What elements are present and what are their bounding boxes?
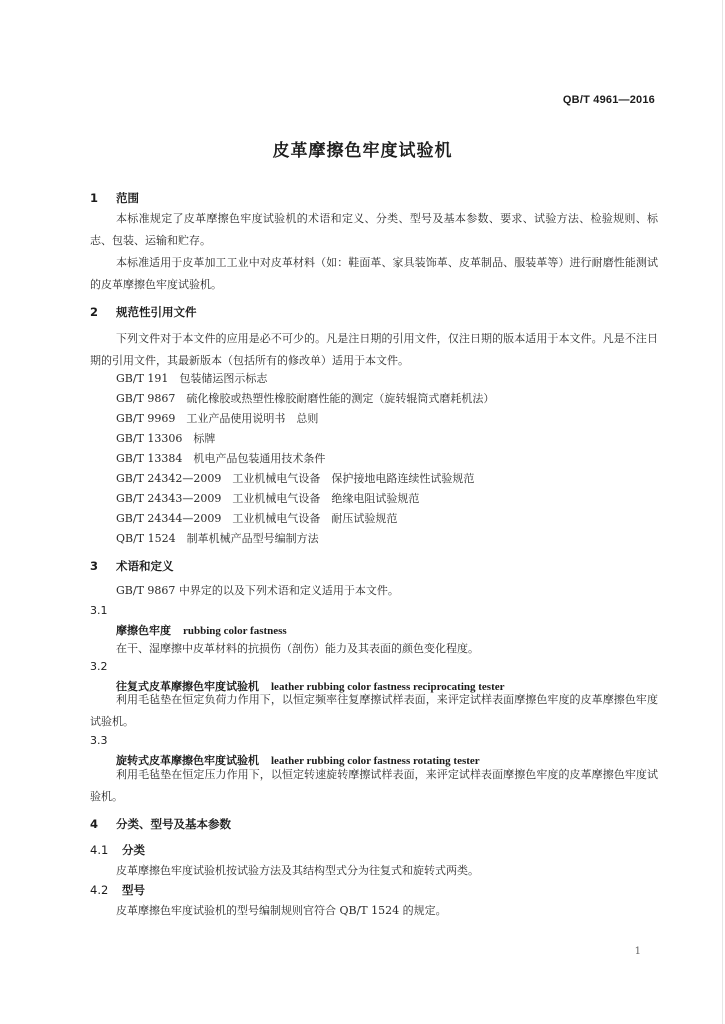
reference-item: GB/T 24342—2009 工业机械电气设备 保护接地电路连续性试验规范 xyxy=(116,472,475,485)
section-number: 1 xyxy=(90,191,99,205)
section-1-paragraph-1: 本标准规定了皮革摩擦色牢度试验机的术语和定义、分类、型号及基本参数、要求、试验方法、检验规则、标志、包装、运输和贮存。 xyxy=(90,212,658,247)
term-definition: 利用毛毡垫在恒定压力作用下，以恒定转速旋转摩擦试样表面，来评定试样表面摩擦色牢度的皮革摩擦色牢度试验机。 xyxy=(90,768,658,803)
reference-item: GB/T 24344—2009 工业机械电气设备 耐压试验规范 xyxy=(116,512,398,525)
section-number: 2 xyxy=(90,305,99,319)
clause-4-2-text: 皮革摩擦色牢度试验机的型号编制规则官符合 QB/T 1524 的规定。 xyxy=(116,904,447,917)
section-title: 分类、型号及基本参数 xyxy=(116,817,232,831)
reference-item: GB/T 24343—2009 工业机械电气设备 绝缘电阻试验规范 xyxy=(116,492,420,505)
reference-item: QB/T 1524 制革机械产品型号编制方法 xyxy=(116,532,319,545)
section-3-intro: GB/T 9867 中界定的以及下列术语和定义适用于本文件。 xyxy=(116,584,399,597)
section-number: 4 xyxy=(90,817,99,831)
term-number: 3.1 xyxy=(90,604,108,617)
term-english: leather rubbing color fastness reciprocating tester xyxy=(271,681,505,693)
term-chinese: 旋转式皮革摩擦色牢度试验机 xyxy=(116,754,259,767)
term-definition: 在干、湿摩擦中皮革材料的抗损伤（剖伤）能力及其表面的颜色变化程度。 xyxy=(116,642,479,655)
term-heading xyxy=(116,622,287,638)
section-title: 术语和定义 xyxy=(116,559,174,573)
reference-item: GB/T 9867 硫化橡胶或热塑性橡胶耐磨性能的测定（旋转辊筒式磨耗机法） xyxy=(116,392,495,405)
section-4-heading xyxy=(90,816,231,832)
term-definition: 利用毛毡垫在恒定负荷力作用下，以恒定频率往复摩擦试样表面，来评定试样表面摩擦色牢度的皮革摩擦色牢度试验机。 xyxy=(90,693,658,728)
section-2-paragraph: 下列文件对于本文件的应用是必不可少的。凡是注日期的引用文件，仅注日期的版本适用于本文件。凡是不注日期的引用文件，其最新版本（包括所有的修改单）适用于本文件。 xyxy=(90,332,658,367)
section-title: 规范性引用文件 xyxy=(116,305,197,319)
reference-item: GB/T 9969 工业产品使用说明书 总则 xyxy=(116,412,319,425)
clause-title: 分类 xyxy=(121,843,145,857)
term-english: rubbing color fastness xyxy=(183,625,287,637)
section-1-paragraph-2: 本标准适用于皮革加工工业中对皮革材料（如：鞋面革、家具装饰革、皮革制品、服装革等）进行耐磨性能测试的皮革摩擦色牢度试验机。 xyxy=(90,256,658,291)
document-title: 皮革摩擦色牢度试验机 xyxy=(272,141,453,161)
term-english: leather rubbing color fastness rotating tester xyxy=(271,755,480,767)
clause-4-1-heading xyxy=(90,842,145,858)
page-number: 1 xyxy=(634,946,641,957)
term-chinese: 往复式皮革摩擦色牢度试验机 xyxy=(116,680,259,693)
term-number: 3.3 xyxy=(90,734,108,747)
term-chinese: 摩擦色牢度 xyxy=(116,624,171,637)
clause-number: 4.2 xyxy=(90,883,109,897)
section-3-heading xyxy=(90,558,174,574)
term-number: 3.2 xyxy=(90,660,108,673)
clause-4-1-text: 皮革摩擦色牢度试验机按试验方法及其结构型式分为往复式和旋转式两类。 xyxy=(116,864,479,877)
standard-code: QB/T 4961—2016 xyxy=(562,94,655,106)
reference-item: GB/T 13306 标牌 xyxy=(116,432,216,445)
section-number: 3 xyxy=(90,559,99,573)
clause-4-2-heading xyxy=(90,882,145,898)
clause-title: 型号 xyxy=(121,883,145,897)
reference-item: GB/T 191 包装储运图示标志 xyxy=(116,372,268,385)
section-1-heading xyxy=(90,190,139,206)
section-title: 范围 xyxy=(116,191,140,205)
section-2-heading xyxy=(90,304,197,320)
clause-number: 4.1 xyxy=(90,843,109,857)
reference-item: GB/T 13384 机电产品包装通用技术条件 xyxy=(116,452,326,465)
